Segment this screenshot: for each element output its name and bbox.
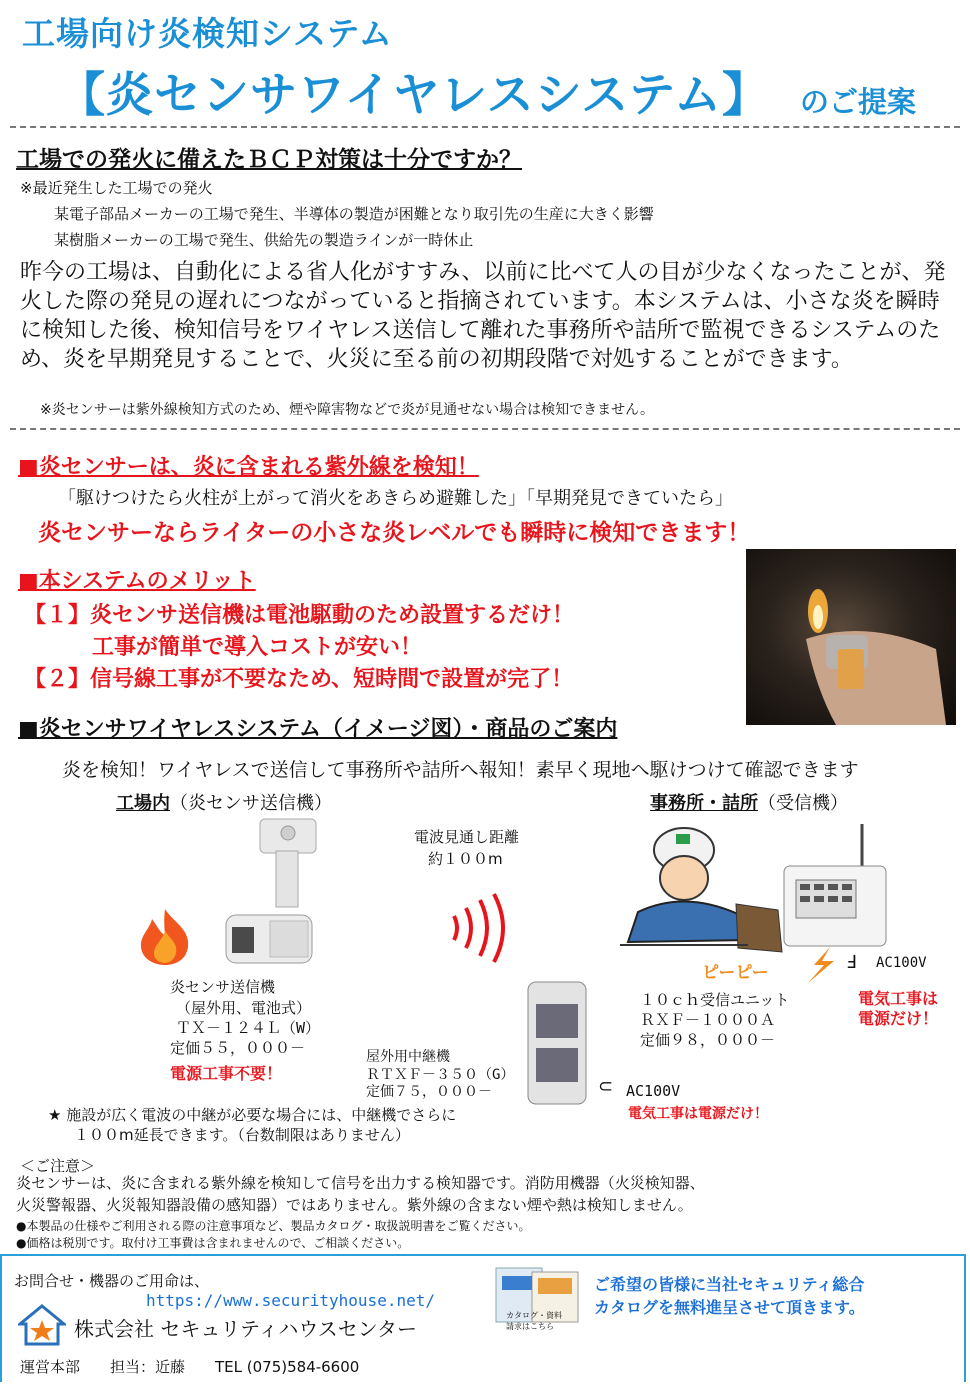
receiver-power: AC100V [876,955,927,971]
intro-footnote: ※炎センサーは紫外線検知方式のため、煙や障害物などで炎が見通せない場合は検知できません。 [40,402,655,418]
range-line1: 電波見通し距離 [414,828,520,846]
case-1: 某電子部品メーカーの工場で発生、半導体の製造が困難となり取引先の生産に大きく影響 [54,205,654,223]
caution-bullet-2: ●価格は税別です。取付け工事費は含まれませんので、ご相談ください。 [16,1236,410,1250]
contact-line: 運営本部 担当：近藤 TEL (075)584-6600 [20,1358,360,1376]
caution-label: ＜ご注意＞ [20,1157,96,1175]
divider [10,428,960,430]
range-line2: 約１００m [428,850,503,868]
uv-heading: ■炎センサーは、炎に含まれる紫外線を検知！ [18,455,479,480]
caution-bullet-1: ●本製品の仕様やご利用される際の注意事項など、製品カタログ・取扱説明書をご覧ください。 [16,1219,531,1233]
company-name: 株式会社 セキュリティハウスセンター [74,1317,417,1341]
relay-price: 定価７５，０００－ [366,1084,492,1100]
merit-item-1: 【１】炎センサ送信機は電池駆動のため設置するだけ！ [24,603,575,628]
office-label: 事務所・詰所 [650,793,758,814]
title-line2: 【炎センサワイヤレスシステム】 [58,68,771,123]
fire-icon [130,905,200,967]
radio-wave-icon [446,892,510,964]
image-section-lead: 炎を検知！ワイヤレスで送信して事務所や詰所へ報知！素早く現地へ駆けつけて確認できます [62,759,859,781]
sensor-model: ＴＸ－１２４Ｌ（W） [176,1019,321,1037]
relay-note: 電気工事は電源だけ！ [628,1106,768,1122]
office-heading [650,789,848,815]
catalog-thumb-caption: カタログ・資料請求はこちら [506,1311,562,1331]
office-sub: （受信機） [758,793,848,814]
intro-question: 工場での発火に備えたＢＣＰ対策は十分ですか？ [16,147,522,173]
merit-heading: ■本システムのメリット [18,569,256,594]
beep-text: ピーピー [702,963,769,983]
footer-inquiry: お問合せ・機器のご用命は、 [14,1272,210,1290]
relay-power: AC100V [626,1082,681,1100]
plug-icon: Ⅎ [846,952,857,973]
sensor-name: 炎センサ送信機 [170,978,276,996]
factory-heading [116,789,332,815]
receiver-model: ＲＸＦ－１０００Ａ [640,1011,776,1029]
receiver-price: 定価９８，０００－ [640,1031,776,1049]
receiver-note-1: 電気工事は [858,989,939,1008]
case-2: 某樹脂メーカーの工場で発生、供給先の製造ラインが一時休止 [54,231,474,249]
merit-item-2: 【２】信号線工事が不要なため、短時間で設置が完了！ [24,667,574,692]
title-line3: のご提案 [800,85,917,119]
caution-line2: 火災警報器、火災報知器設備の感知器）ではありません。紫外線の含まない煙や熱は検知しません。 [16,1196,693,1214]
office-worker-illustration [618,820,788,960]
relay-model: ＲＴＸＦ－３５０（G） [366,1067,515,1083]
sensor-note: 電源工事不要！ [170,1064,283,1083]
lighter-photo [746,549,956,725]
alert-spark-icon [800,945,840,985]
catalog-line2: カタログを無料進呈させて頂きます。 [594,1298,865,1317]
sensor-type: （屋外用、電池式） [176,999,312,1017]
relay-plug-icon: ⊂ [598,1076,614,1097]
factory-label: 工場内 [116,793,170,814]
receiver-unit-device [780,820,890,950]
factory-sub: （炎センサ送信機） [170,793,332,814]
relay-device [522,978,592,1108]
recent-label: ※最近発生した工場での発火 [20,179,213,197]
title-line1: 工場向け炎検知システム [22,14,393,53]
relay-info-1: ★ 施設が広く電波の中継が必要な場合には、中継機でさらに [48,1106,457,1124]
flame-sensor-device [220,815,320,965]
sensor-price: 定価５５，０００－ [170,1039,306,1057]
relay-info-2: １００m延長できます。（台数制限はありません） [74,1126,410,1144]
uv-quote: 「駆けつけたら火柱が上がって消火をあきらめ避難した」「早期発見できていたら」 [58,488,733,509]
intro-paragraph: 昨今の工場は、自動化による省人化がすすみ、以前に比べて人の目が少なくなったことが、発火した際の発見の遅れにつながっていると指摘されています。本システムは、小さな炎を瞬時に検知した後、検知信号をワイヤレス送信して離れた事務所や詰所で監視できるシステムのため、炎を早期発見することで、火災に至る前の初期段階で対処することができます。 [20,260,946,372]
caution-line1: 炎センサーは、炎に含まれる紫外線を検知して信号を出力する検知器です。消防用機器（火災検知器、 [16,1174,705,1192]
footer-url-link[interactable]: https://www.securityhouse.net/ [146,1291,435,1310]
divider [10,126,960,128]
uv-claim: 炎センサーならライターの小さな炎レベルでも瞬時に検知できます！ [38,520,751,546]
image-section-heading: ■炎センサワイヤレスシステム（イメージ図）・商品のご案内 [18,717,618,742]
merit-item-1-sub: 工事が簡単で導入コストが安い！ [92,635,423,660]
catalog-line1: ご希望の皆様に当社セキュリティ総合 [594,1275,865,1294]
receiver-note-2: 電源だけ！ [858,1009,939,1028]
receiver-name: １０ｃｈ受信ユニット [640,991,790,1009]
company-logo-icon [18,1304,66,1346]
relay-name: 屋外用中継機 [366,1049,450,1065]
